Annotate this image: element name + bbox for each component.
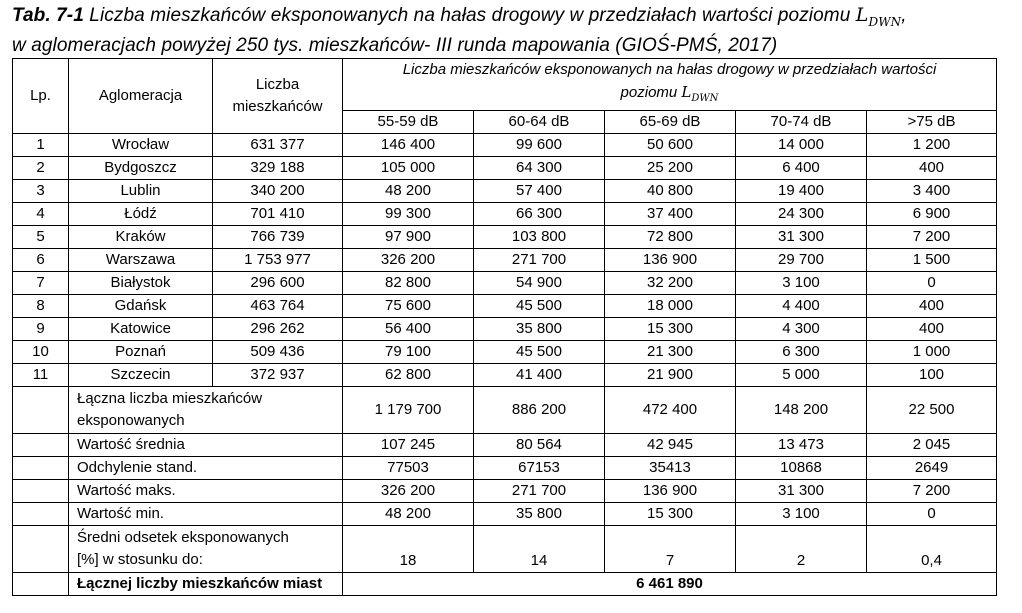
table-row	[13, 364, 997, 387]
summary-value: 326 200	[343, 480, 474, 503]
summary-value: 14	[474, 526, 605, 573]
summary-value: 31 300	[736, 480, 867, 503]
cell-value: 1 500	[867, 249, 997, 272]
cell-value: 31 300	[736, 226, 867, 249]
cell-value: 97 900	[343, 226, 474, 249]
cell-lp	[13, 457, 69, 480]
cell-city: Lublin	[69, 180, 213, 203]
cell-population: 329 188	[213, 157, 343, 180]
cell-value: 75 600	[343, 295, 474, 318]
caption-text: Liczba mieszkańców eksponowanych na hałas drogowy w przedziałach wartości poziomu	[89, 5, 851, 26]
cell-lp: 4	[13, 203, 69, 226]
exposure-table	[12, 58, 997, 596]
summary-label: Odchylenie stand.	[69, 457, 343, 480]
summary-value: 2	[736, 526, 867, 573]
cell-lp: 11	[13, 364, 69, 387]
cell-population: 372 937	[213, 364, 343, 387]
summary-value: 35413	[605, 457, 736, 480]
cell-value: 18 000	[605, 295, 736, 318]
summary-row-max	[13, 480, 997, 503]
cell-value: 35 800	[474, 318, 605, 341]
summary-value: 18	[343, 526, 474, 573]
cell-lp: 1	[13, 134, 69, 157]
cell-lp	[13, 387, 69, 434]
summary-value: 15 300	[605, 503, 736, 526]
cell-value: 99 600	[474, 134, 605, 157]
cell-value: 3 100	[736, 272, 867, 295]
cell-lp	[13, 480, 69, 503]
caption-label: Tab. 7-1	[12, 5, 84, 26]
caption-line2: w aglomeracjach powyżej 250 tys. mieszkańców- III runda mapowania (GIOŚ-PMŚ, 2017)	[12, 34, 778, 56]
header-band: 55-59 dB	[343, 111, 474, 134]
cell-value: 326 200	[343, 249, 474, 272]
cell-value: 99 300	[343, 203, 474, 226]
cell-value: 4 300	[736, 318, 867, 341]
cell-lp	[13, 434, 69, 457]
summary-row-mean	[13, 434, 997, 457]
table-row	[13, 157, 997, 180]
cell-city: Poznań	[69, 341, 213, 364]
cell-value: 21 900	[605, 364, 736, 387]
cell-value: 14 000	[736, 134, 867, 157]
cell-value: 56 400	[343, 318, 474, 341]
summary-value: 80 564	[474, 434, 605, 457]
cell-lp	[13, 503, 69, 526]
cell-population: 463 764	[213, 295, 343, 318]
cell-lp	[13, 526, 69, 573]
summary-row-total	[13, 387, 997, 434]
cell-lp: 3	[13, 180, 69, 203]
cell-value: 82 800	[343, 272, 474, 295]
cell-value: 62 800	[343, 364, 474, 387]
cell-value: 1 200	[867, 134, 997, 157]
cell-value: 37 400	[605, 203, 736, 226]
summary-value: 2649	[867, 457, 997, 480]
cell-value: 15 300	[605, 318, 736, 341]
table-caption: Tab. 7-1 Liczba mieszkańców eksponowanych na hałas drogowy w przedziałach wartości poziomu $L_{DWN}$, w aglomeracjach powyżej 250 tys. mieszkańców- III runda mapowania (GIOŚ-PMŚ, 2017)	[12, 4, 907, 56]
cell-lp: 2	[13, 157, 69, 180]
cell-value: 1 000	[867, 341, 997, 364]
table-row	[13, 341, 997, 364]
cell-population: 340 200	[213, 180, 343, 203]
cell-population: 296 262	[213, 318, 343, 341]
summary-row-std	[13, 457, 997, 480]
cell-lp	[13, 573, 69, 596]
cell-city: Kraków	[69, 226, 213, 249]
summary-label: Wartość średnia	[69, 434, 343, 457]
cell-city: Szczecin	[69, 364, 213, 387]
cell-population: 296 600	[213, 272, 343, 295]
cell-value: 29 700	[736, 249, 867, 272]
summary-value: 42 945	[605, 434, 736, 457]
cell-value: 400	[867, 157, 997, 180]
cell-population: 509 436	[213, 341, 343, 364]
cell-lp: 7	[13, 272, 69, 295]
cell-value: 136 900	[605, 249, 736, 272]
cell-value: 66 300	[474, 203, 605, 226]
header-lp: Lp.	[13, 59, 69, 134]
cell-population: 631 377	[213, 134, 343, 157]
cell-value: 0	[867, 272, 997, 295]
cell-city: Gdańsk	[69, 295, 213, 318]
summary-row-pct	[13, 526, 997, 573]
cell-value: 7 200	[867, 226, 997, 249]
cell-value: 105 000	[343, 157, 474, 180]
header-band: 65-69 dB	[605, 111, 736, 134]
summary-label: Łączna liczba mieszkańców eksponowanych	[69, 387, 343, 434]
cell-city: Białystok	[69, 272, 213, 295]
summary-label: Średni odsetek eksponowanych [%] w stosunku do:	[69, 526, 343, 573]
summary-value: 0	[867, 503, 997, 526]
summary-value: 48 200	[343, 503, 474, 526]
caption-symbol: $L_{DWN}$	[855, 4, 902, 29]
cell-lp: 8	[13, 295, 69, 318]
cell-value: 57 400	[474, 180, 605, 203]
table-row	[13, 134, 997, 157]
table-row	[13, 226, 997, 249]
cell-value: 400	[867, 318, 997, 341]
summary-value: 3 100	[736, 503, 867, 526]
header-liczba: Liczba mieszkańców	[213, 59, 343, 134]
summary-value: 107 245	[343, 434, 474, 457]
summary-value: 13 473	[736, 434, 867, 457]
cell-value: 24 300	[736, 203, 867, 226]
cell-value: 3 400	[867, 180, 997, 203]
table-row	[13, 203, 997, 226]
cell-value: 19 400	[736, 180, 867, 203]
header-aglomeracja: Aglomeracja	[69, 59, 213, 134]
summary-value: 2 045	[867, 434, 997, 457]
cell-value: 6 900	[867, 203, 997, 226]
summary-label: Wartość maks.	[69, 480, 343, 503]
cell-value: 50 600	[605, 134, 736, 157]
summary-value: 886 200	[474, 387, 605, 434]
summary-label: Wartość min.	[69, 503, 343, 526]
cell-value: 72 800	[605, 226, 736, 249]
cell-population: 1 753 977	[213, 249, 343, 272]
summary-row-grand-total	[13, 573, 997, 596]
summary-value: 148 200	[736, 387, 867, 434]
grand-total-label: Łącznej liczby mieszkańców miast	[69, 573, 343, 596]
cell-value: 271 700	[474, 249, 605, 272]
cell-lp: 5	[13, 226, 69, 249]
summary-value: 0,4	[867, 526, 997, 573]
summary-value: 77503	[343, 457, 474, 480]
cell-value: 40 800	[605, 180, 736, 203]
cell-city: Bydgoszcz	[69, 157, 213, 180]
table-row	[13, 295, 997, 318]
cell-city: Katowice	[69, 318, 213, 341]
table-row	[13, 272, 997, 295]
cell-city: Wrocław	[69, 134, 213, 157]
cell-value: 6 300	[736, 341, 867, 364]
cell-city: Łódź	[69, 203, 213, 226]
summary-value: 7	[605, 526, 736, 573]
cell-population: 701 410	[213, 203, 343, 226]
header-band: 70-74 dB	[736, 111, 867, 134]
cell-value: 54 900	[474, 272, 605, 295]
table-row	[13, 249, 997, 272]
summary-value: 1 179 700	[343, 387, 474, 434]
cell-value: 103 800	[474, 226, 605, 249]
summary-value: 67153	[474, 457, 605, 480]
cell-value: 400	[867, 295, 997, 318]
cell-value: 45 500	[474, 341, 605, 364]
cell-value: 100	[867, 364, 997, 387]
cell-lp: 6	[13, 249, 69, 272]
cell-value: 4 400	[736, 295, 867, 318]
cell-value: 64 300	[474, 157, 605, 180]
cell-city: Warszawa	[69, 249, 213, 272]
cell-value: 41 400	[474, 364, 605, 387]
summary-value: 136 900	[605, 480, 736, 503]
cell-value: 6 400	[736, 157, 867, 180]
header-group: Liczba mieszkańców eksponowanych na hałas drogowy w przedziałach wartości poziomu $L_{DWN}$	[343, 59, 997, 111]
summary-value: 10868	[736, 457, 867, 480]
summary-row-min	[13, 503, 997, 526]
cell-lp: 10	[13, 341, 69, 364]
cell-value: 146 400	[343, 134, 474, 157]
cell-value: 79 100	[343, 341, 474, 364]
cell-lp: 9	[13, 318, 69, 341]
summary-value: 472 400	[605, 387, 736, 434]
grand-total-value: 6 461 890	[343, 573, 997, 596]
cell-value: 45 500	[474, 295, 605, 318]
cell-value: 21 300	[605, 341, 736, 364]
summary-value: 22 500	[867, 387, 997, 434]
summary-value: 7 200	[867, 480, 997, 503]
summary-value: 35 800	[474, 503, 605, 526]
table-row	[13, 318, 997, 341]
cell-value: 48 200	[343, 180, 474, 203]
cell-value: 5 000	[736, 364, 867, 387]
cell-value: 25 200	[605, 157, 736, 180]
cell-value: 32 200	[605, 272, 736, 295]
table-row	[13, 180, 997, 203]
summary-value: 271 700	[474, 480, 605, 503]
cell-population: 766 739	[213, 226, 343, 249]
header-band: 60-64 dB	[474, 111, 605, 134]
header-band: >75 dB	[867, 111, 997, 134]
